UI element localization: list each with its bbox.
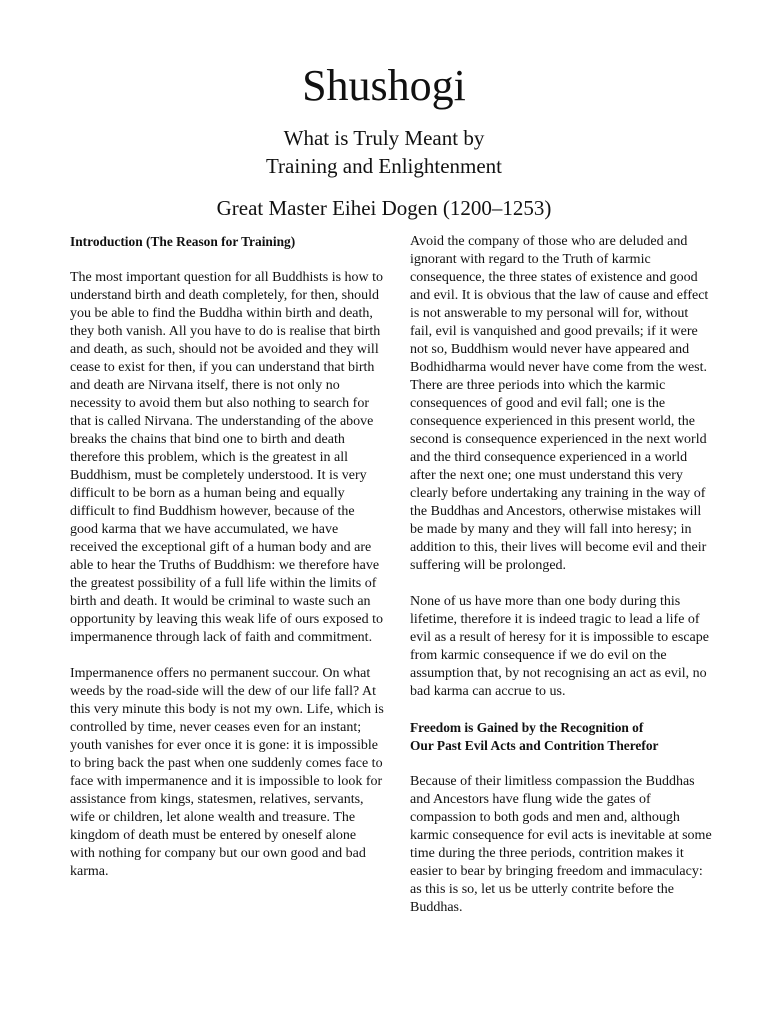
paragraph: None of us have more than one body during this lifetime, therefore it is indeed tragic to lead a life of evil as a result of heresy for it is impossible to escape from karmic consequence if we do evil on the assumption that, by not recognising an act as evil, no bad karma can accrue to us. (410, 594, 709, 699)
section-heading-freedom (410, 719, 712, 755)
document-subtitle (0, 124, 768, 180)
document-title: Shushogi (302, 61, 466, 110)
right-column (410, 233, 712, 935)
document-author: Great Master Eihei Dogen (1200–1253) (216, 196, 552, 220)
section-heading-introduction: Introduction (The Reason for Training) (70, 234, 296, 249)
section-heading-line-2: Our Past Evil Acts and Contrition Therefor (410, 738, 659, 753)
paragraph: Because of their limitless compassion the Buddhas and Ancestors have flung wide the gates of compassion to both gods and men and, although karmic consequence for evil acts is inevitable at some time during the three periods, contrition makes it easier to bear by bringing freedom and immaculacy: as this is so, let us be utterly contrite before the Buddhas. (410, 774, 712, 915)
paragraph: The most important question for all Buddhists is how to understand birth and death completely, for then, should you be able to find the Buddha within birth and death, they both vanish. All you have to do is realise that birth and death, as such, should not be avoided and they will cease to exist for then, if you can understand that birth and death are Nirvana itself, there is not only no necessity to avoid them but also nothing to search for that is called Nirvana. The understanding of the above breaks the chains that bind one to birth and death therefore this problem, which is the greatest in all Buddhism, must be completely understood. It is very difficult to be born as a human being and equally difficult to find Buddhism however, because of the good karma that we have accumulated, we have received the exceptional gift of a human body and are able to hear the Truths of Buddhism: we therefore have the greatest possibility of a full life within the limits of birth and death. It would be criminal to waste such an opportunity by leaving this weak life of ours exposed to impermanence through lack of faith and commitment. (70, 270, 384, 645)
left-column (70, 233, 384, 899)
section-heading-line-1: Freedom is Gained by the Recognition of (410, 720, 644, 735)
paragraph: Impermanence offers no permanent succour. On what weeds by the road-side will the dew of our life fall? At this very minute this body is not my own. Life, which is controlled by time, never ceases even for an instant; youth vanishes for ever once it is gone: it is impossible to bring back the past when one suddenly comes face to face with impermanence and it is impossible to look for assistance from kings, statesmen, relatives, servants, wife or children, let alone wealth and treasure. The kingdom of death must be entered by oneself alone with nothing for company but our own good and bad karma. (70, 666, 384, 879)
subtitle-line-1: What is Truly Meant by (283, 126, 485, 150)
paragraph: Avoid the company of those who are deluded and ignorant with regard to the Truth of karmic consequence, the three states of existence and good and evil. It is obvious that the law of cause and effect is not answerable to my personal will for, without fail, evil is vanquished and good prevails; if it were not so, Buddhism would never have appeared and Bodhidharma would never have come from the west. There are three periods into which the karmic consequences of good and evil fall; one is the consequence experienced in this present world, the second is consequence experienced in the next world and the third consequence experienced in a world after the next one; one must understand this very clearly before undertaking any training in the way of the Buddhas and Ancestors, otherwise mistakes will be made by many and they will fall into heresy; in addition to this, their lives will become evil and their suffering will be prolonged. (410, 234, 709, 573)
subtitle-line-2: Training and Enlightenment (265, 154, 503, 178)
